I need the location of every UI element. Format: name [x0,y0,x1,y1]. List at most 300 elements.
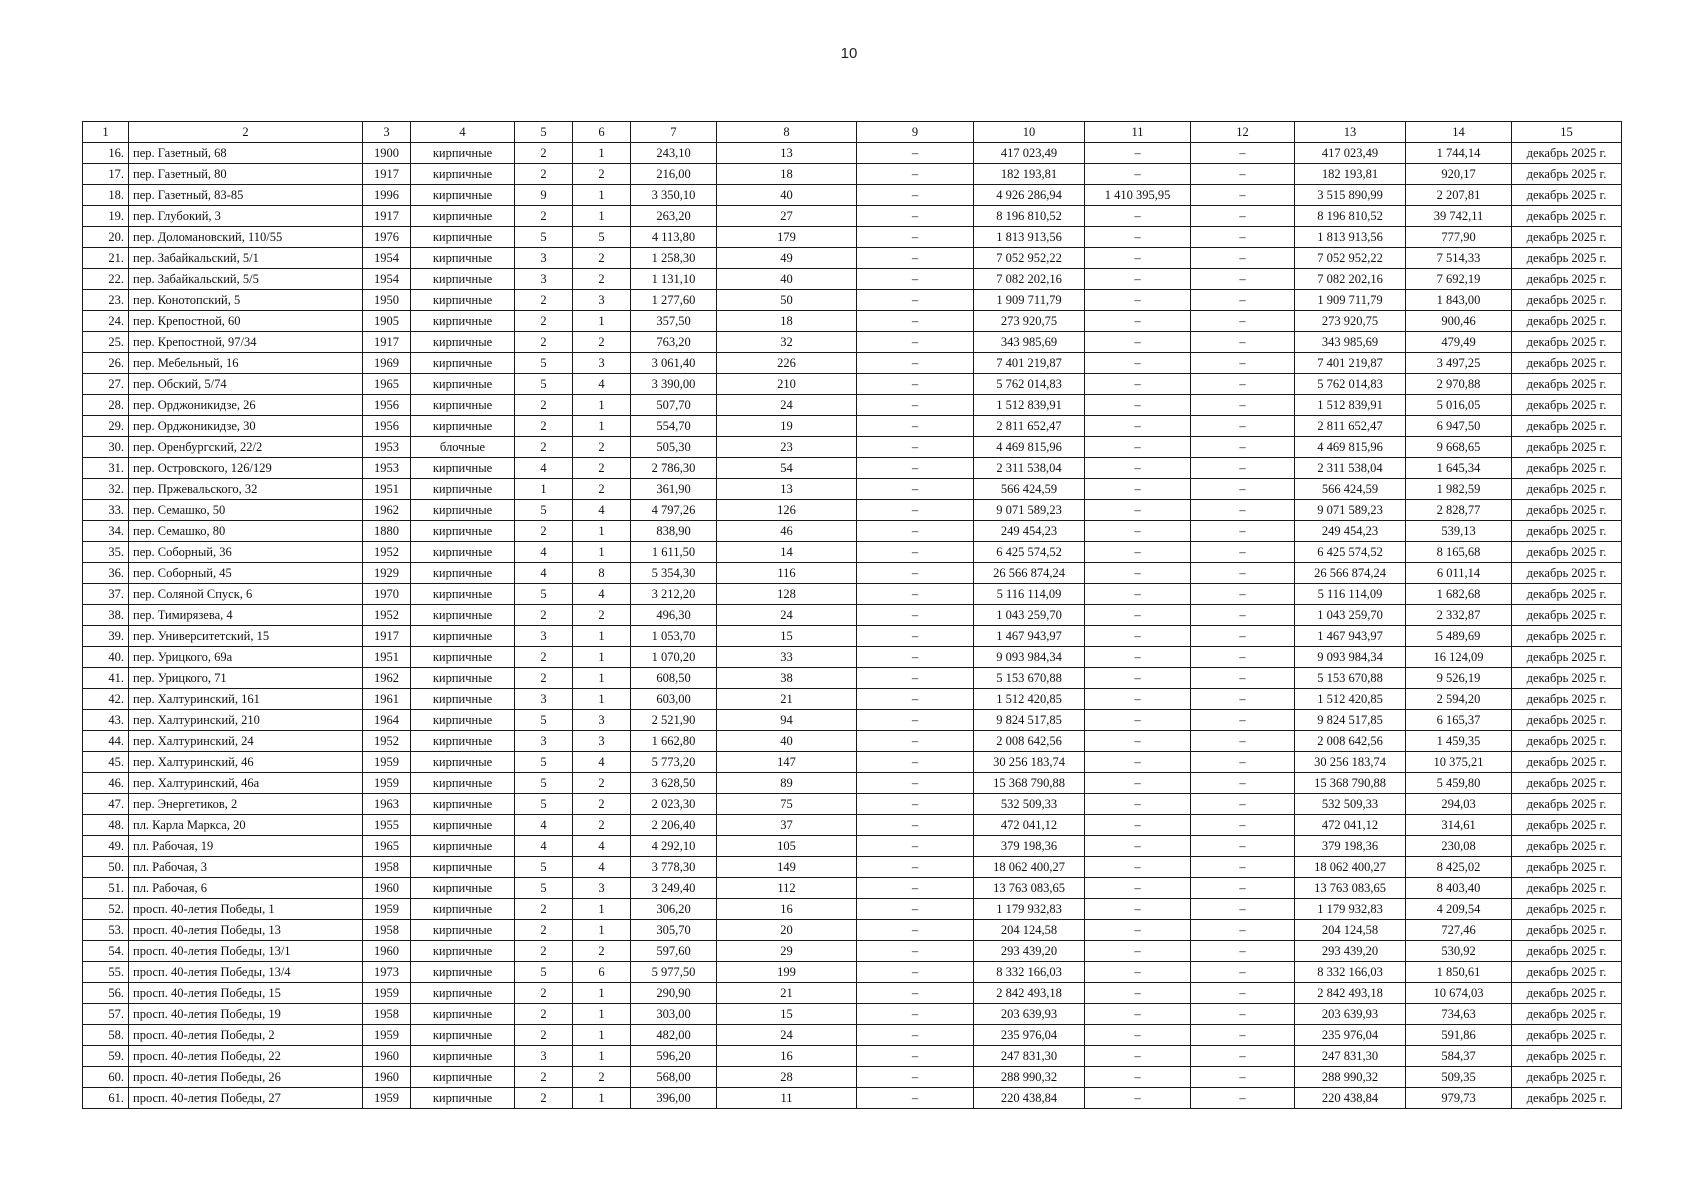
cell-cost-total: 2 311 538,04 [974,458,1085,479]
cell-entrances: 3 [573,290,631,311]
cell-year-built: 1958 [363,1004,411,1025]
cell-wall-material: кирпичные [411,416,515,437]
cell-entrances: 2 [573,458,631,479]
cell-row-number: 20. [83,227,129,248]
cell-floors: 5 [515,878,573,899]
cell-cost-total: 288 990,32 [974,1067,1085,1088]
table-row [83,920,1622,941]
cell-year-built: 1950 [363,290,411,311]
cell-col-11: – [1085,1046,1191,1067]
cell-year-built: 1976 [363,227,411,248]
cell-cost-remaining: 8 332 166,03 [1295,962,1406,983]
cell-cost-remaining: 5 762 014,83 [1295,374,1406,395]
cell-address: пл. Рабочая, 6 [129,878,363,899]
table-row [83,521,1622,542]
cell-row-number: 49. [83,836,129,857]
cell-wall-material: кирпичные [411,311,515,332]
cell-row-number: 51. [83,878,129,899]
cell-deadline: декабрь 2025 г. [1512,500,1622,521]
cell-col-12: – [1191,248,1295,269]
cell-residents: 40 [717,269,857,290]
cell-entrances: 1 [573,899,631,920]
cell-residents: 28 [717,1067,857,1088]
cell-floors: 2 [515,1025,573,1046]
cell-year-built: 1917 [363,626,411,647]
cell-col-9: – [857,227,974,248]
cell-cost-per-sqm: 539,13 [1406,521,1512,542]
cell-address: пер. Халтуринский, 161 [129,689,363,710]
cell-col-9: – [857,269,974,290]
cell-floors: 5 [515,794,573,815]
cell-wall-material: кирпичные [411,773,515,794]
cell-col-12: – [1191,815,1295,836]
table-row [83,542,1622,563]
cell-deadline: декабрь 2025 г. [1512,185,1622,206]
cell-entrances: 4 [573,836,631,857]
cell-area: 3 778,30 [631,857,717,878]
cell-row-number: 41. [83,668,129,689]
cell-col-12: – [1191,311,1295,332]
cell-area: 357,50 [631,311,717,332]
cell-cost-remaining: 1 909 711,79 [1295,290,1406,311]
cell-deadline: декабрь 2025 г. [1512,710,1622,731]
cell-col-9: – [857,437,974,458]
cell-floors: 5 [515,353,573,374]
cell-area: 1 070,20 [631,647,717,668]
cell-residents: 13 [717,143,857,164]
cell-residents: 23 [717,437,857,458]
cell-col-11: – [1085,1004,1191,1025]
cell-cost-total: 1 512 839,91 [974,395,1085,416]
cell-col-9: – [857,185,974,206]
cell-cost-total: 220 438,84 [974,1088,1085,1109]
cell-year-built: 1917 [363,206,411,227]
column-number: 1 [83,122,129,143]
cell-cost-total: 9 071 589,23 [974,500,1085,521]
cell-deadline: декабрь 2025 г. [1512,920,1622,941]
cell-cost-total: 26 566 874,24 [974,563,1085,584]
cell-cost-remaining: 2 842 493,18 [1295,983,1406,1004]
cell-wall-material: кирпичные [411,395,515,416]
cell-col-9: – [857,248,974,269]
cell-col-12: – [1191,479,1295,500]
cell-year-built: 1960 [363,941,411,962]
cell-cost-remaining: 2 811 652,47 [1295,416,1406,437]
cell-cost-per-sqm: 479,49 [1406,332,1512,353]
cell-col-11: – [1085,920,1191,941]
table-body [83,122,1622,1109]
cell-row-number: 30. [83,437,129,458]
cell-col-9: – [857,458,974,479]
cell-year-built: 1960 [363,1067,411,1088]
cell-cost-remaining: 273 920,75 [1295,311,1406,332]
cell-wall-material: кирпичные [411,185,515,206]
cell-wall-material: кирпичные [411,248,515,269]
cell-cost-total: 249 454,23 [974,521,1085,542]
cell-col-12: – [1191,227,1295,248]
page-number: 10 [840,45,858,62]
cell-year-built: 1961 [363,689,411,710]
cell-address: пер. Семашко, 50 [129,500,363,521]
column-number-row [83,122,1622,143]
cell-col-9: – [857,626,974,647]
cell-col-9: – [857,353,974,374]
cell-residents: 199 [717,962,857,983]
cell-col-11: – [1085,206,1191,227]
cell-cost-total: 2 811 652,47 [974,416,1085,437]
cell-col-9: – [857,563,974,584]
cell-col-12: – [1191,332,1295,353]
cell-area: 2 206,40 [631,815,717,836]
table-row [83,248,1622,269]
cell-floors: 2 [515,605,573,626]
cell-address: пер. Глубокий, 3 [129,206,363,227]
cell-cost-per-sqm: 6 165,37 [1406,710,1512,731]
cell-col-9: – [857,542,974,563]
cell-entrances: 2 [573,941,631,962]
table-row [83,1067,1622,1088]
cell-col-12: – [1191,773,1295,794]
cell-cost-total: 1 909 711,79 [974,290,1085,311]
cell-col-12: – [1191,899,1295,920]
cell-address: пер. Газетный, 80 [129,164,363,185]
cell-col-11: – [1085,395,1191,416]
cell-address: пер. Халтуринский, 46 [129,752,363,773]
cell-row-number: 53. [83,920,129,941]
cell-floors: 2 [515,1067,573,1088]
cell-col-9: – [857,794,974,815]
cell-col-12: – [1191,374,1295,395]
cell-residents: 210 [717,374,857,395]
cell-deadline: декабрь 2025 г. [1512,1067,1622,1088]
cell-residents: 13 [717,479,857,500]
cell-col-12: – [1191,626,1295,647]
cell-row-number: 21. [83,248,129,269]
table-row [83,269,1622,290]
cell-deadline: декабрь 2025 г. [1512,668,1622,689]
cell-floors: 4 [515,542,573,563]
cell-cost-total: 7 401 219,87 [974,353,1085,374]
cell-year-built: 1959 [363,1088,411,1109]
cell-floors: 2 [515,311,573,332]
table-row [83,479,1622,500]
cell-wall-material: кирпичные [411,794,515,815]
table-row [83,227,1622,248]
cell-floors: 2 [515,206,573,227]
cell-cost-total: 8 196 810,52 [974,206,1085,227]
cell-cost-total: 472 041,12 [974,815,1085,836]
cell-residents: 18 [717,311,857,332]
cell-deadline: декабрь 2025 г. [1512,353,1622,374]
cell-deadline: декабрь 2025 г. [1512,1088,1622,1109]
cell-col-9: – [857,752,974,773]
cell-row-number: 52. [83,899,129,920]
cell-row-number: 57. [83,1004,129,1025]
cell-wall-material: кирпичные [411,668,515,689]
cell-col-12: – [1191,668,1295,689]
cell-residents: 16 [717,1046,857,1067]
cell-entrances: 1 [573,1046,631,1067]
cell-year-built: 1929 [363,563,411,584]
table-row [83,416,1622,437]
cell-cost-per-sqm: 8 425,02 [1406,857,1512,878]
cell-residents: 105 [717,836,857,857]
cell-col-12: – [1191,731,1295,752]
cell-deadline: декабрь 2025 г. [1512,626,1622,647]
cell-col-11: – [1085,836,1191,857]
cell-wall-material: кирпичные [411,815,515,836]
cell-area: 554,70 [631,416,717,437]
cell-residents: 24 [717,1025,857,1046]
cell-cost-per-sqm: 584,37 [1406,1046,1512,1067]
cell-floors: 5 [515,374,573,395]
cell-cost-total: 566 424,59 [974,479,1085,500]
cell-row-number: 45. [83,752,129,773]
cell-col-11: – [1085,794,1191,815]
cell-year-built: 1953 [363,458,411,479]
cell-address: пер. Орджоникидзе, 26 [129,395,363,416]
table-row [83,878,1622,899]
column-number: 2 [129,122,363,143]
cell-row-number: 26. [83,353,129,374]
cell-entrances: 2 [573,1067,631,1088]
cell-col-11: – [1085,290,1191,311]
cell-year-built: 1959 [363,1025,411,1046]
cell-col-11: – [1085,857,1191,878]
cell-deadline: декабрь 2025 г. [1512,542,1622,563]
table-row [83,941,1622,962]
cell-entrances: 2 [573,773,631,794]
cell-wall-material: кирпичные [411,1025,515,1046]
cell-cost-per-sqm: 979,73 [1406,1088,1512,1109]
cell-residents: 15 [717,626,857,647]
cell-year-built: 1952 [363,731,411,752]
cell-row-number: 37. [83,584,129,605]
cell-address: пер. Крепостной, 60 [129,311,363,332]
cell-entrances: 2 [573,605,631,626]
cell-address: пл. Карла Маркса, 20 [129,815,363,836]
cell-cost-per-sqm: 1 682,68 [1406,584,1512,605]
cell-address: просп. 40-летия Победы, 2 [129,1025,363,1046]
cell-area: 2 786,30 [631,458,717,479]
cell-floors: 3 [515,269,573,290]
cell-col-9: – [857,689,974,710]
cell-cost-total: 1 043 259,70 [974,605,1085,626]
cell-residents: 38 [717,668,857,689]
cell-col-9: – [857,479,974,500]
cell-area: 1 131,10 [631,269,717,290]
cell-year-built: 1954 [363,248,411,269]
cell-deadline: декабрь 2025 г. [1512,374,1622,395]
cell-col-12: – [1191,1088,1295,1109]
cell-col-9: – [857,1025,974,1046]
table-row [83,626,1622,647]
cell-floors: 4 [515,563,573,584]
cell-col-11: – [1085,899,1191,920]
cell-col-12: – [1191,353,1295,374]
cell-col-9: – [857,374,974,395]
cell-address: просп. 40-летия Победы, 13/4 [129,962,363,983]
cell-residents: 128 [717,584,857,605]
cell-entrances: 3 [573,353,631,374]
cell-wall-material: кирпичные [411,227,515,248]
cell-cost-per-sqm: 1 982,59 [1406,479,1512,500]
cell-cost-per-sqm: 1 744,14 [1406,143,1512,164]
cell-address: пер. Конотопский, 5 [129,290,363,311]
cell-cost-per-sqm: 2 332,87 [1406,605,1512,626]
cell-floors: 5 [515,584,573,605]
cell-residents: 179 [717,227,857,248]
cell-wall-material: кирпичные [411,269,515,290]
cell-cost-remaining: 7 082 202,16 [1295,269,1406,290]
cell-row-number: 47. [83,794,129,815]
cell-deadline: декабрь 2025 г. [1512,143,1622,164]
cell-col-11: – [1085,878,1191,899]
table-row [83,185,1622,206]
cell-entrances: 1 [573,983,631,1004]
table-row [83,710,1622,731]
cell-cost-per-sqm: 10 375,21 [1406,752,1512,773]
cell-col-11: – [1085,248,1191,269]
cell-deadline: декабрь 2025 г. [1512,689,1622,710]
cell-cost-total: 182 193,81 [974,164,1085,185]
cell-cost-per-sqm: 900,46 [1406,311,1512,332]
cell-area: 596,20 [631,1046,717,1067]
cell-residents: 27 [717,206,857,227]
cell-address: пер. Крепостной, 97/34 [129,332,363,353]
cell-col-11: – [1085,479,1191,500]
cell-col-11: – [1085,311,1191,332]
cell-entrances: 2 [573,437,631,458]
cell-area: 303,00 [631,1004,717,1025]
cell-cost-per-sqm: 16 124,09 [1406,647,1512,668]
cell-residents: 15 [717,1004,857,1025]
cell-col-11: – [1085,752,1191,773]
cell-residents: 54 [717,458,857,479]
cell-cost-remaining: 5 116 114,09 [1295,584,1406,605]
table-row [83,437,1622,458]
cell-address: пер. Тимирязева, 4 [129,605,363,626]
cell-address: пер. Газетный, 68 [129,143,363,164]
cell-entrances: 1 [573,668,631,689]
table-row [83,689,1622,710]
cell-wall-material: кирпичные [411,458,515,479]
cell-col-11: – [1085,563,1191,584]
cell-cost-per-sqm: 10 674,03 [1406,983,1512,1004]
cell-deadline: декабрь 2025 г. [1512,815,1622,836]
cell-residents: 40 [717,731,857,752]
table-row [83,815,1622,836]
cell-entrances: 8 [573,563,631,584]
cell-year-built: 1962 [363,668,411,689]
cell-floors: 2 [515,647,573,668]
cell-wall-material: кирпичные [411,479,515,500]
table-row [83,1025,1622,1046]
cell-cost-total: 247 831,30 [974,1046,1085,1067]
cell-year-built: 1962 [363,500,411,521]
cell-entrances: 1 [573,1004,631,1025]
cell-cost-remaining: 1 813 913,56 [1295,227,1406,248]
cell-col-12: – [1191,584,1295,605]
table-row [83,584,1622,605]
column-number: 5 [515,122,573,143]
table-row [83,983,1622,1004]
cell-entrances: 2 [573,248,631,269]
cell-floors: 2 [515,290,573,311]
cell-cost-remaining: 5 153 670,88 [1295,668,1406,689]
cell-deadline: декабрь 2025 г. [1512,605,1622,626]
cell-col-12: – [1191,563,1295,584]
cell-cost-total: 9 824 517,85 [974,710,1085,731]
cell-wall-material: кирпичные [411,647,515,668]
cell-col-11: – [1085,962,1191,983]
cell-address: пер. Соборный, 45 [129,563,363,584]
cell-floors: 2 [515,941,573,962]
cell-cost-total: 203 639,93 [974,1004,1085,1025]
cell-col-9: – [857,584,974,605]
cell-year-built: 1960 [363,878,411,899]
cell-residents: 21 [717,689,857,710]
cell-address: пер. Газетный, 83-85 [129,185,363,206]
cell-entrances: 4 [573,857,631,878]
cell-year-built: 1954 [363,269,411,290]
cell-cost-per-sqm: 1 459,35 [1406,731,1512,752]
cell-area: 603,00 [631,689,717,710]
cell-address: просп. 40-летия Победы, 27 [129,1088,363,1109]
cell-area: 597,60 [631,941,717,962]
cell-col-12: – [1191,605,1295,626]
cell-row-number: 35. [83,542,129,563]
cell-col-11: – [1085,941,1191,962]
cell-row-number: 33. [83,500,129,521]
cell-col-11: – [1085,1088,1191,1109]
cell-cost-per-sqm: 920,17 [1406,164,1512,185]
cell-col-9: – [857,416,974,437]
cell-entrances: 4 [573,374,631,395]
table-row [83,143,1622,164]
cell-area: 838,90 [631,521,717,542]
cell-col-9: – [857,836,974,857]
cell-residents: 14 [717,542,857,563]
cell-year-built: 1958 [363,920,411,941]
cell-cost-per-sqm: 5 489,69 [1406,626,1512,647]
cell-col-12: – [1191,941,1295,962]
cell-deadline: декабрь 2025 г. [1512,479,1622,500]
cell-cost-total: 9 093 984,34 [974,647,1085,668]
cell-col-11: – [1085,710,1191,731]
cell-col-11: – [1085,143,1191,164]
cell-entrances: 1 [573,626,631,647]
cell-wall-material: кирпичные [411,542,515,563]
cell-cost-total: 5 153 670,88 [974,668,1085,689]
cell-area: 4 797,26 [631,500,717,521]
cell-entrances: 6 [573,962,631,983]
cell-col-9: – [857,290,974,311]
cell-col-12: – [1191,143,1295,164]
cell-residents: 21 [717,983,857,1004]
cell-cost-per-sqm: 2 970,88 [1406,374,1512,395]
cell-area: 1 611,50 [631,542,717,563]
cell-wall-material: кирпичные [411,983,515,1004]
cell-cost-total: 7 082 202,16 [974,269,1085,290]
cell-row-number: 40. [83,647,129,668]
table-row [83,500,1622,521]
cell-wall-material: кирпичные [411,689,515,710]
cell-area: 3 628,50 [631,773,717,794]
cell-wall-material: кирпичные [411,941,515,962]
cell-cost-remaining: 9 093 984,34 [1295,647,1406,668]
cell-col-9: – [857,1004,974,1025]
